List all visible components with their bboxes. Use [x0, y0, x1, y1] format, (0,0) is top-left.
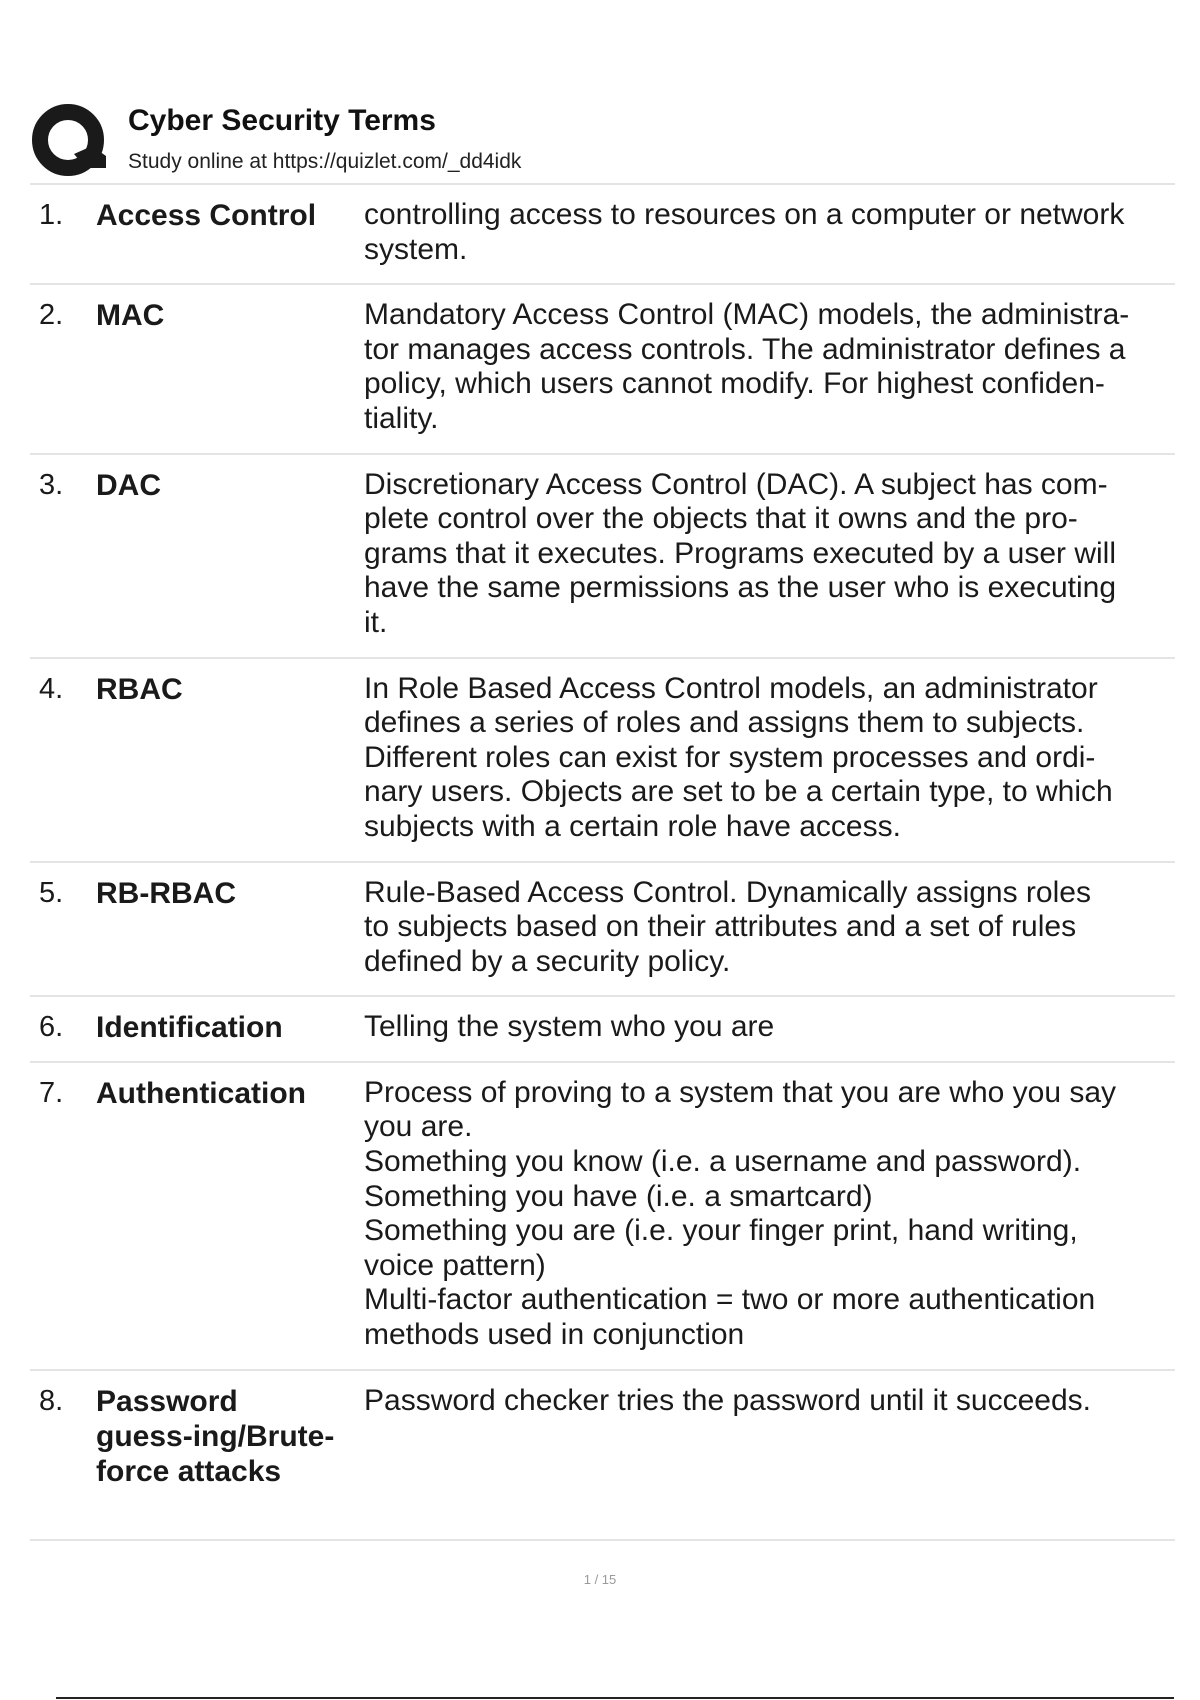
term-number: 5.: [39, 876, 64, 909]
term-definition: controlling access to resources on a computer or network system.: [364, 198, 1125, 266]
term-name: Identification: [96, 1011, 283, 1045]
term-name: RB-RBAC: [96, 876, 236, 910]
term-name: Access Control: [96, 199, 317, 232]
term-definition: In Role Based Access Control models, an administrator defines a series of roles and assigns them to subjects. Different roles can exist for system processes and ordi- nary users. Objects are set to be a certain type, to which subjects with a certain role have access.: [364, 671, 1113, 843]
term-row: [30, 455, 1175, 659]
study-online-link[interactable]: Study online at https://quizlet.com/_dd4idk: [128, 150, 522, 173]
document-header: [30, 100, 1180, 182]
term-row: [30, 1371, 1175, 1541]
term-number: 6.: [39, 1011, 64, 1044]
term-definition: Process of proving to a system that you are who you say you are. Something you know (i.e. a username and password). Something you have (i.e. a smartcard) Something you are (i.e. your finger print, hand writing, voice pattern) Multi-factor authentication = two or more authentication methods used in conjunction: [364, 1075, 1117, 1352]
term-number: 8.: [39, 1384, 64, 1417]
term-row: [30, 1063, 1175, 1371]
term-name: Password guess-ing/Brute-force attacks: [96, 1384, 335, 1488]
term-row: [30, 285, 1175, 454]
quizlet-logo-icon: [30, 102, 110, 182]
term-name: Authentication: [96, 1076, 306, 1110]
term-definition: Discretionary Access Control (DAC). A subject has com- plete control over the objects that it owns and the pro- grams that it executes. Programs executed by a user will have the same permissions as the user who is executing it.: [364, 467, 1117, 639]
terms-table: [30, 183, 1175, 1541]
term-definition: Mandatory Access Control (MAC) models, the administra- tor manages access controls. The administrator defines a policy, which users cannot modify. For highest confiden- tiality.: [364, 298, 1130, 435]
term-definition: Rule-Based Access Control. Dynamically assigns roles to subjects based on their attributes and a set of rules defined by a security policy.: [364, 875, 1091, 978]
term-row: [30, 997, 1175, 1063]
term-row: [30, 863, 1175, 998]
term-name: DAC: [96, 468, 161, 502]
page-divider: [56, 1697, 1174, 1699]
page-title: Cyber Security Terms: [128, 104, 436, 137]
term-name: MAC: [96, 299, 165, 333]
term-name: RBAC: [96, 672, 183, 706]
term-number: 3.: [39, 468, 64, 501]
page-number: 1 / 15: [583, 1572, 617, 1587]
term-definition: Password checker tries the password until it succeeds.: [364, 1383, 1091, 1417]
term-number: 7.: [39, 1076, 64, 1109]
term-number: 4.: [39, 672, 64, 705]
term-row: [30, 659, 1175, 863]
term-definition: Telling the system who you are: [364, 1010, 775, 1044]
term-number: 1.: [39, 199, 64, 231]
term-number: 2.: [39, 299, 64, 332]
term-row: [30, 185, 1175, 285]
